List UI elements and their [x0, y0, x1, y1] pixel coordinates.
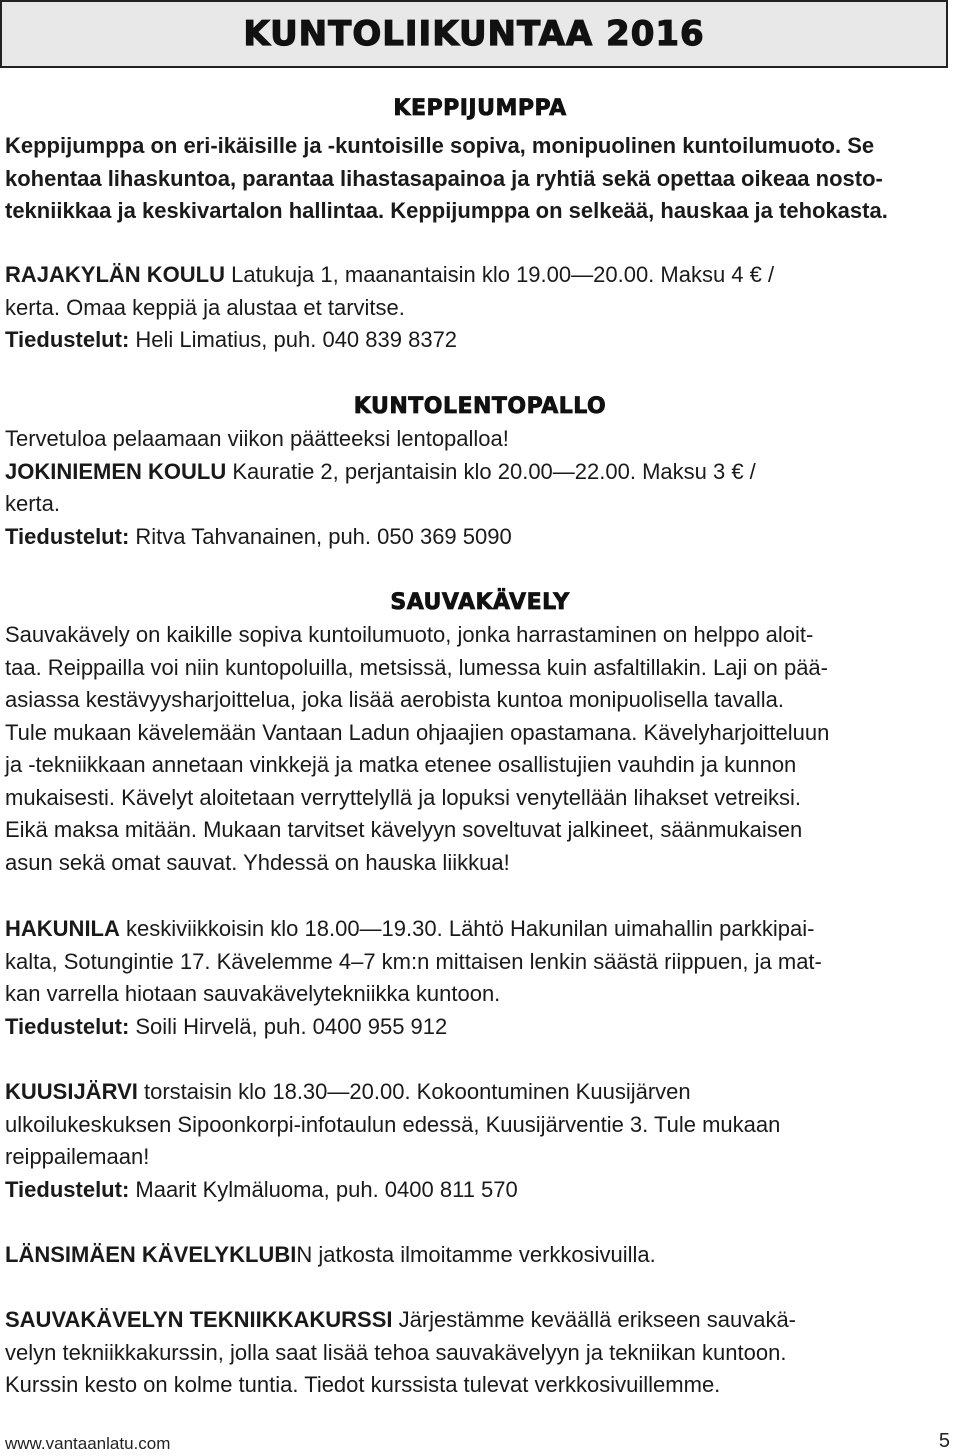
lansimaen-block	[5, 1239, 955, 1272]
location-name: JOKINIEMEN KOULU	[5, 458, 227, 484]
location-details: Kauratie 2, perjantaisin klo 20.00—22.00. Maksu 3 € /	[226, 458, 756, 484]
location-details-cont: kan varrella hiotaan sauvakävelytekniikka kuntoon.	[5, 981, 501, 1006]
location-details: Latukuja 1, maanantaisin klo 19.00—20.00. Maksu 4 € /	[225, 262, 775, 287]
kuusijarvi-block	[5, 1076, 955, 1206]
intro-line: ja -tekniikkaan annetaan vinkkejä ja matka etenee osallistujien vauhdin ja kunnon	[5, 752, 797, 777]
location-details: N jatkosta ilmoitamme verkkosivuilla.	[296, 1242, 656, 1267]
intro-line: Eikä maksa mitään. Mukaan tarvitset kävelyyn soveltuvat jalkineet, säänmukaisen	[5, 817, 803, 842]
location-details: keskiviikkoisin klo 18.00—19.30. Lähtö Hakunilan uimahallin parkkipai-	[119, 916, 815, 941]
footer-website-link[interactable]: www.vantaanlatu.com	[5, 1434, 171, 1453]
kurssi-block	[5, 1304, 955, 1402]
page-number: 5	[938, 1430, 950, 1452]
intro-line: Sauvakävely on kaikille sopiva kuntoilumuoto, jonka harrastaminen on helppo aloit-	[5, 622, 814, 647]
title-banner	[0, 0, 948, 68]
contact-label: Tiedustelut:	[5, 1176, 130, 1202]
location-name: RAJAKYLÄN KOULU	[5, 262, 225, 287]
sauvakavely-intro	[5, 619, 955, 879]
intro-line: kohentaa lihaskuntoa, parantaa lihastasapainoa ja ryhtiä sekä opettaa oikeaa nosto-	[5, 165, 883, 191]
heading-kuntolentopallo: KUNTOLENTOPALLO	[353, 394, 607, 419]
contact-label: Tiedustelut:	[5, 327, 130, 352]
heading-sauvakavely: SAUVAKÄVELY	[390, 590, 570, 615]
contact-info: Soili Hirvelä, puh. 0400 955 912	[129, 1013, 448, 1039]
location-details: torstaisin klo 18.30—20.00. Kokoontuminen Kuusijärven	[137, 1079, 691, 1104]
intro-line: tekniikkaa ja keskivartalon hallintaa. Keppijumppa on selkeää, hauskaa ja tehokasta.	[5, 198, 888, 223]
contact-label: Tiedustelut:	[5, 1013, 130, 1039]
page-title: KUNTOLIIKUNTAA 2016	[243, 14, 705, 54]
location-details-cont: kalta, Sotungintie 17. Kävelemme 4–7 km:n mittaisen lenkin säästä riippuen, ja mat-	[5, 948, 822, 974]
intro-line: Keppijumppa on eri-ikäisille ja -kuntoisille sopiva, monipuolinen kuntoilumuoto. Se	[5, 133, 875, 158]
location-details-cont: ulkoilukeskuksen Sipoonkorpi-infotaulun edessä, Kuusijärventie 3. Tule mukaan	[5, 1111, 781, 1137]
location-details-cont: kerta. Omaa keppiä ja alustaa et tarvitse.	[5, 294, 405, 320]
contact-info: Ritva Tahvanainen, puh. 050 369 5090	[129, 523, 512, 549]
course-details-cont: velyn tekniikkakurssin, jolla saat lisää tehoa sauvakävelyyn ja tekniikan kuntoon.	[5, 1339, 787, 1365]
course-details: Järjestämme keväällä erikseen sauvakä-	[392, 1307, 797, 1332]
kuntolentopallo-body	[5, 423, 955, 553]
hakunila-block	[5, 913, 955, 1043]
keppijumppa-intro	[5, 130, 955, 228]
intro-line: asiassa kestävyysharjoittelua, joka lisää aerobista kuntoa monipuolisella tavalla.	[5, 687, 784, 712]
location-name: LÄNSIMÄEN KÄVELYKLUBI	[5, 1242, 297, 1267]
intro-line: mukaisesti. Kävelyt aloitetaan verryttelyllä ja lopuksi venytellään lihakset vetreiksi.	[5, 784, 802, 810]
location-name: KUUSIJÄRVI	[5, 1079, 138, 1104]
intro-line: taa. Reippailla voi niin kuntopoluilla, metsissä, lumessa kuin asfaltillakin. Laji on pää-	[5, 654, 828, 680]
contact-label: Tiedustelut:	[5, 523, 130, 549]
contact-info: Heli Limatius, puh. 040 839 8372	[129, 327, 458, 352]
intro-line: Tule mukaan kävelemään Vantaan Ladun ohjaajien opastamana. Kävelyharjoitteluun	[5, 719, 830, 745]
location-details-cont: kerta.	[5, 491, 61, 516]
keppijumppa-location	[5, 259, 955, 357]
location-name: HAKUNILA	[5, 916, 120, 941]
heading-keppijumppa: KEPPIJUMPPA	[393, 96, 567, 121]
location-details-cont: reippailemaan!	[5, 1144, 150, 1169]
contact-info: Maarit Kylmäluoma, puh. 0400 811 570	[129, 1176, 518, 1202]
intro-line: asun sekä omat sauvat. Yhdessä on hauska liikkua!	[5, 849, 510, 875]
course-details-cont: Kurssin kesto on kolme tuntia. Tiedot kurssista tulevat verkkosivuillemme.	[5, 1372, 721, 1397]
intro-line: Tervetuloa pelaamaan viikon päätteeksi lentopalloa!	[5, 426, 509, 451]
course-name: SAUVAKÄVELYN TEKNIIKKAKURSSI	[5, 1307, 393, 1332]
